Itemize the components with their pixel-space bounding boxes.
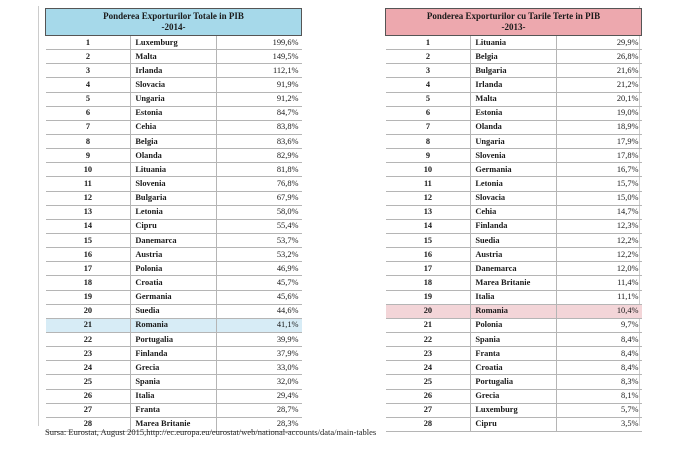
rank-cell: 23 xyxy=(386,347,471,361)
rank-cell: 9 xyxy=(386,149,471,163)
country-cell: Estonia xyxy=(471,106,556,120)
table-row xyxy=(46,191,302,205)
country-cell: Danemarca xyxy=(131,233,216,247)
country-cell: Olanda xyxy=(471,120,556,134)
table-row xyxy=(46,36,302,50)
rank-cell: 25 xyxy=(386,375,471,389)
country-cell: Suedia xyxy=(471,233,556,247)
rank-cell: 18 xyxy=(386,276,471,290)
table-row xyxy=(46,50,302,64)
value-cell: 3,5% xyxy=(556,417,641,431)
country-cell: Olanda xyxy=(131,149,216,163)
rank-cell: 19 xyxy=(386,290,471,304)
country-cell: Finlanda xyxy=(131,347,216,361)
rank-cell: 10 xyxy=(386,163,471,177)
value-cell: 84,7% xyxy=(216,106,301,120)
value-cell: 17,8% xyxy=(556,149,641,163)
country-cell: Slovenia xyxy=(131,177,216,191)
rank-cell: 1 xyxy=(46,36,131,50)
rank-cell: 28 xyxy=(46,417,131,431)
rank-cell: 9 xyxy=(46,149,131,163)
value-cell: 41,1% xyxy=(216,318,301,332)
country-cell: Cehia xyxy=(131,120,216,134)
country-cell: Romania xyxy=(471,304,556,318)
value-cell: 29,9% xyxy=(556,36,641,50)
country-cell: Cehia xyxy=(471,205,556,219)
value-cell: 18,9% xyxy=(556,120,641,134)
rank-cell: 5 xyxy=(46,92,131,106)
country-cell: Lituania xyxy=(471,36,556,50)
rank-cell: 16 xyxy=(386,248,471,262)
table-row xyxy=(386,361,642,375)
value-cell: 10,4% xyxy=(556,304,641,318)
table-row xyxy=(386,191,642,205)
table-row xyxy=(46,233,302,247)
rank-cell: 15 xyxy=(46,233,131,247)
table-body xyxy=(46,36,302,432)
country-cell: Luxemburg xyxy=(471,403,556,417)
table-row xyxy=(46,205,302,219)
country-cell: Ungaria xyxy=(131,92,216,106)
value-cell: 46,9% xyxy=(216,262,301,276)
country-cell: Estonia xyxy=(131,106,216,120)
rank-cell: 23 xyxy=(46,347,131,361)
country-cell: Marea Britanie xyxy=(471,276,556,290)
table-row xyxy=(46,64,302,78)
value-cell: 199,6% xyxy=(216,36,301,50)
table-row xyxy=(386,78,642,92)
rank-cell: 8 xyxy=(386,134,471,148)
country-cell: Grecia xyxy=(471,389,556,403)
value-cell: 33,0% xyxy=(216,361,301,375)
table-title: Ponderea Exporturilor Totale in PIB xyxy=(103,11,244,21)
table-row xyxy=(386,403,642,417)
rank-cell: 22 xyxy=(46,332,131,346)
rank-cell: 20 xyxy=(386,304,471,318)
value-cell: 91,2% xyxy=(216,92,301,106)
value-cell: 37,9% xyxy=(216,347,301,361)
table-row xyxy=(46,304,302,318)
country-cell: Germania xyxy=(471,163,556,177)
value-cell: 28,3% xyxy=(216,417,301,431)
value-cell: 21,6% xyxy=(556,64,641,78)
total-exports-table xyxy=(45,8,302,432)
rank-cell: 18 xyxy=(46,276,131,290)
table-row xyxy=(386,304,642,318)
source-note: Sursa: Eurostat, August 2015,http://ec.europa.eu/eurostat/web/national-accounts/data/main-tables xyxy=(45,427,377,437)
country-cell: Franta xyxy=(131,403,216,417)
rank-cell: 26 xyxy=(46,389,131,403)
rank-cell: 13 xyxy=(386,205,471,219)
country-cell: Polonia xyxy=(131,262,216,276)
rank-cell: 19 xyxy=(46,290,131,304)
value-cell: 39,9% xyxy=(216,332,301,346)
table-row xyxy=(386,276,642,290)
value-cell: 21,2% xyxy=(556,78,641,92)
table-row xyxy=(386,149,642,163)
rank-cell: 2 xyxy=(386,50,471,64)
rank-cell: 28 xyxy=(386,417,471,431)
country-cell: Romania xyxy=(131,318,216,332)
value-cell: 12,2% xyxy=(556,233,641,247)
country-cell: Slovacia xyxy=(131,78,216,92)
country-cell: Belgia xyxy=(131,134,216,148)
table-row xyxy=(46,332,302,346)
rank-cell: 5 xyxy=(386,92,471,106)
country-cell: Lituania xyxy=(131,163,216,177)
value-cell: 8,4% xyxy=(556,332,641,346)
country-cell: Danemarca xyxy=(471,262,556,276)
value-cell: 17,9% xyxy=(556,134,641,148)
rank-cell: 12 xyxy=(386,191,471,205)
value-cell: 67,9% xyxy=(216,191,301,205)
table-row xyxy=(46,92,302,106)
value-cell: 11,1% xyxy=(556,290,641,304)
country-cell: Malta xyxy=(131,50,216,64)
value-cell: 55,4% xyxy=(216,219,301,233)
table-row xyxy=(386,248,642,262)
table-row xyxy=(386,163,642,177)
value-cell: 16,7% xyxy=(556,163,641,177)
country-cell: Austria xyxy=(131,248,216,262)
value-cell: 91,9% xyxy=(216,78,301,92)
table-body xyxy=(386,36,642,432)
rank-cell: 4 xyxy=(386,78,471,92)
table-row xyxy=(386,36,642,50)
value-cell: 58,0% xyxy=(216,205,301,219)
country-cell: Portugalia xyxy=(471,375,556,389)
rank-cell: 3 xyxy=(386,64,471,78)
third-country-exports-table-header xyxy=(386,9,642,36)
rank-cell: 24 xyxy=(46,361,131,375)
value-cell: 83,6% xyxy=(216,134,301,148)
country-cell: Italia xyxy=(471,290,556,304)
rank-cell: 16 xyxy=(46,248,131,262)
value-cell: 8,3% xyxy=(556,375,641,389)
rank-cell: 4 xyxy=(46,78,131,92)
rank-cell: 6 xyxy=(46,106,131,120)
rank-cell: 24 xyxy=(386,361,471,375)
country-cell: Luxemburg xyxy=(131,36,216,50)
table-row xyxy=(46,318,302,332)
value-cell: 11,4% xyxy=(556,276,641,290)
table-row xyxy=(46,177,302,191)
rank-cell: 6 xyxy=(386,106,471,120)
country-cell: Letonia xyxy=(471,177,556,191)
table-row xyxy=(386,219,642,233)
table-year: -2014- xyxy=(161,22,186,32)
table-row xyxy=(386,417,642,431)
table-row xyxy=(46,290,302,304)
value-cell: 76,8% xyxy=(216,177,301,191)
table-row xyxy=(386,290,642,304)
rank-cell: 14 xyxy=(386,219,471,233)
country-cell: Spania xyxy=(131,375,216,389)
country-cell: Irlanda xyxy=(131,64,216,78)
value-cell: 29,4% xyxy=(216,389,301,403)
table-row xyxy=(386,375,642,389)
table-row xyxy=(46,78,302,92)
rank-cell: 7 xyxy=(46,120,131,134)
table-row xyxy=(46,347,302,361)
value-cell: 15,7% xyxy=(556,177,641,191)
rank-cell: 13 xyxy=(46,205,131,219)
value-cell: 8,1% xyxy=(556,389,641,403)
value-cell: 8,4% xyxy=(556,347,641,361)
rank-cell: 17 xyxy=(46,262,131,276)
country-cell: Spania xyxy=(471,332,556,346)
country-cell: Franta xyxy=(471,347,556,361)
table-row xyxy=(46,106,302,120)
rank-cell: 1 xyxy=(386,36,471,50)
rank-cell: 14 xyxy=(46,219,131,233)
country-cell: Suedia xyxy=(131,304,216,318)
value-cell: 45,6% xyxy=(216,290,301,304)
country-cell: Finlanda xyxy=(471,219,556,233)
table-row xyxy=(46,276,302,290)
third-country-exports-table xyxy=(385,8,642,432)
value-cell: 15,0% xyxy=(556,191,641,205)
table-row xyxy=(46,163,302,177)
rank-cell: 11 xyxy=(386,177,471,191)
rank-cell: 22 xyxy=(386,332,471,346)
country-cell: Marea Britanie xyxy=(131,417,216,431)
value-cell: 19,0% xyxy=(556,106,641,120)
table-row xyxy=(46,361,302,375)
rank-cell: 27 xyxy=(46,403,131,417)
third-country-exports-table-panel xyxy=(385,8,642,432)
table-row xyxy=(386,233,642,247)
rank-cell: 7 xyxy=(386,120,471,134)
table-row xyxy=(46,248,302,262)
table-row xyxy=(386,64,642,78)
country-cell: Slovacia xyxy=(471,191,556,205)
value-cell: 53,7% xyxy=(216,233,301,247)
table-row xyxy=(46,403,302,417)
rank-cell: 21 xyxy=(386,318,471,332)
value-cell: 83,8% xyxy=(216,120,301,134)
table-row xyxy=(46,149,302,163)
table-row xyxy=(386,347,642,361)
country-cell: Austria xyxy=(471,248,556,262)
value-cell: 81,8% xyxy=(216,163,301,177)
table-row xyxy=(46,120,302,134)
country-cell: Letonia xyxy=(131,205,216,219)
value-cell: 9,7% xyxy=(556,318,641,332)
country-cell: Grecia xyxy=(131,361,216,375)
rank-cell: 11 xyxy=(46,177,131,191)
rank-cell: 2 xyxy=(46,50,131,64)
table-row xyxy=(386,205,642,219)
rank-cell: 27 xyxy=(386,403,471,417)
country-cell: Germania xyxy=(131,290,216,304)
value-cell: 14,7% xyxy=(556,205,641,219)
rank-cell: 21 xyxy=(46,318,131,332)
rank-cell: 17 xyxy=(386,262,471,276)
value-cell: 12,0% xyxy=(556,262,641,276)
table-row xyxy=(386,120,642,134)
rank-cell: 12 xyxy=(46,191,131,205)
country-cell: Cipru xyxy=(131,219,216,233)
rank-cell: 15 xyxy=(386,233,471,247)
value-cell: 45,7% xyxy=(216,276,301,290)
table-row xyxy=(46,134,302,148)
table-title: Ponderea Exporturilor cu Tarile Terte in PIB xyxy=(426,11,601,21)
table-row xyxy=(46,375,302,389)
table-row xyxy=(46,262,302,276)
table-row xyxy=(386,262,642,276)
country-cell: Cipru xyxy=(471,417,556,431)
table-row xyxy=(386,389,642,403)
country-cell: Irlanda xyxy=(471,78,556,92)
value-cell: 20,1% xyxy=(556,92,641,106)
country-cell: Slovenia xyxy=(471,149,556,163)
value-cell: 12,3% xyxy=(556,219,641,233)
value-cell: 44,6% xyxy=(216,304,301,318)
rank-cell: 8 xyxy=(46,134,131,148)
country-cell: Croatia xyxy=(131,276,216,290)
value-cell: 112,1% xyxy=(216,64,301,78)
table-row xyxy=(386,318,642,332)
country-cell: Croatia xyxy=(471,361,556,375)
rank-cell: 25 xyxy=(46,375,131,389)
value-cell: 149,5% xyxy=(216,50,301,64)
table-row xyxy=(386,92,642,106)
country-cell: Bulgaria xyxy=(471,64,556,78)
total-exports-table-panel xyxy=(45,8,302,432)
value-cell: 8,4% xyxy=(556,361,641,375)
table-row xyxy=(386,106,642,120)
table-row xyxy=(386,177,642,191)
value-cell: 53,2% xyxy=(216,248,301,262)
value-cell: 12,2% xyxy=(556,248,641,262)
table-row xyxy=(386,332,642,346)
table-row xyxy=(386,134,642,148)
country-cell: Malta xyxy=(471,92,556,106)
rank-cell: 26 xyxy=(386,389,471,403)
value-cell: 28,7% xyxy=(216,403,301,417)
rank-cell: 3 xyxy=(46,64,131,78)
rank-cell: 20 xyxy=(46,304,131,318)
rank-cell: 10 xyxy=(46,163,131,177)
country-cell: Belgia xyxy=(471,50,556,64)
total-exports-table-header xyxy=(46,9,302,36)
country-cell: Ungaria xyxy=(471,134,556,148)
country-cell: Italia xyxy=(131,389,216,403)
value-cell: 26,8% xyxy=(556,50,641,64)
table-row xyxy=(386,50,642,64)
country-cell: Bulgaria xyxy=(131,191,216,205)
value-cell: 5,7% xyxy=(556,403,641,417)
value-cell: 82,9% xyxy=(216,149,301,163)
table-year: -2013- xyxy=(501,22,526,32)
country-cell: Polonia xyxy=(471,318,556,332)
table-row xyxy=(46,219,302,233)
table-row xyxy=(46,389,302,403)
value-cell: 32,0% xyxy=(216,375,301,389)
country-cell: Portugalia xyxy=(131,332,216,346)
